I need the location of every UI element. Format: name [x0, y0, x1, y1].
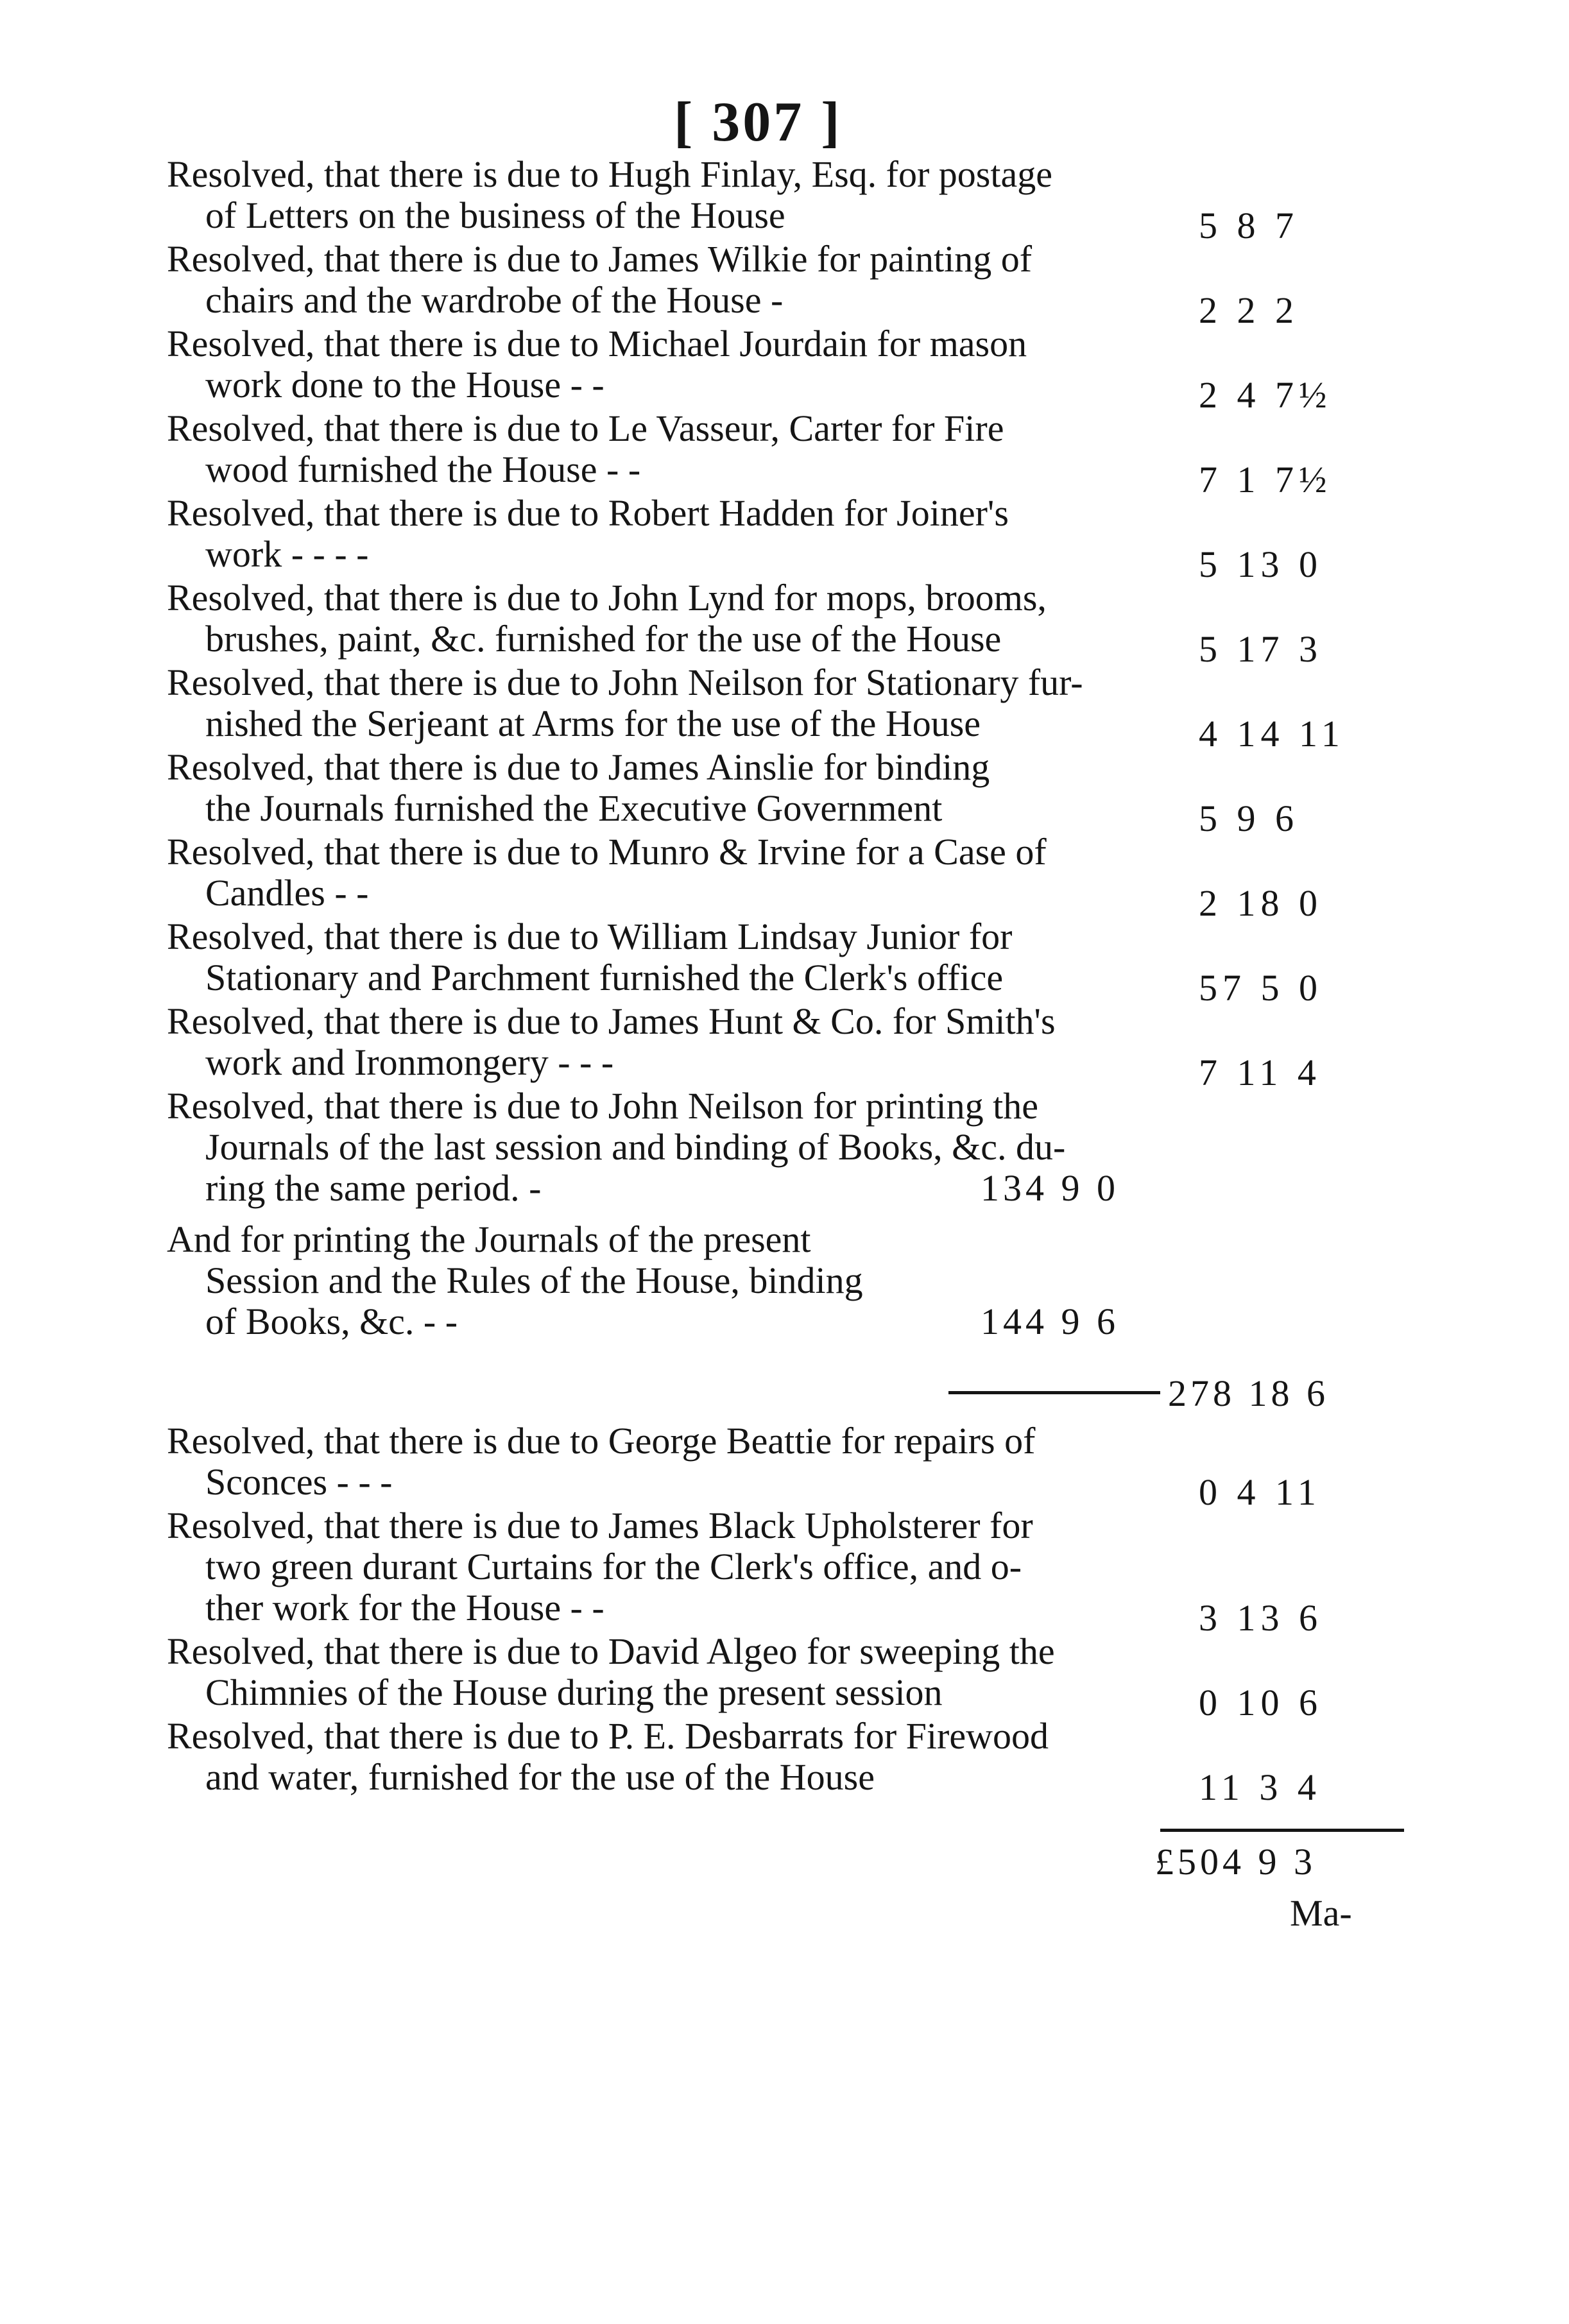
- total-rule: [1160, 1829, 1404, 1832]
- entry-line: of Books, &c. - -: [205, 1301, 458, 1342]
- entry-line: chairs and the wardrobe of the House -: [205, 279, 784, 321]
- entry-line: Resolved, that there is due to James Hunt & Co. for Smith's: [167, 1000, 1056, 1042]
- page-number: [ 307 ]: [674, 91, 843, 153]
- entry-line: Resolved, that there is due to Robert Hadden for Joiner's: [167, 492, 1009, 534]
- entry-line: work and Ironmongery - - -: [205, 1041, 614, 1083]
- entry-amount: 5 13 0: [1199, 543, 1323, 585]
- entry-line: Journals of the last session and binding of Books, &c. du-: [205, 1126, 1066, 1168]
- entry-line: Resolved, that there is due to John Lynd for mops, brooms,: [167, 577, 1047, 619]
- entry-line: Resolved, that there is due to Michael Jourdain for mason: [167, 323, 1027, 364]
- entry-line: of Letters on the business of the House: [205, 194, 785, 236]
- entry-line: And for printing the Journals of the present: [167, 1218, 811, 1260]
- entry-line: Resolved, that there is due to Hugh Finlay, Esq. for postage: [167, 153, 1052, 195]
- entry-amount: 57 5 0: [1199, 967, 1323, 1009]
- entry-inner-amount: 134 9 0: [981, 1167, 1119, 1209]
- entry-line: Resolved, that there is due to James Wilkie for painting of: [167, 238, 1033, 280]
- entry-inner-amount: 144 9 6: [981, 1301, 1119, 1342]
- entry-line: Resolved, that there is due to Le Vasseur, Carter for Fire: [167, 407, 1004, 449]
- entry-amount: 5 8 7: [1199, 205, 1299, 246]
- entry-line: Resolved, that there is due to George Beattie for repairs of: [167, 1420, 1036, 1462]
- entry-line: Stationary and Parchment furnished the Clerk's office: [205, 957, 1004, 998]
- entry-line: Resolved, that there is due to David Algeo for sweeping the: [167, 1630, 1055, 1672]
- entry-line: Resolved, that there is due to John Neilson for Stationary fur-: [167, 662, 1083, 703]
- subtotal-amount: 278 18 6: [1168, 1372, 1329, 1414]
- entry-line: the Journals furnished the Executive Government: [205, 787, 943, 829]
- entry-line: work - - - -: [205, 533, 369, 575]
- entry-amount: 0 4 11: [1199, 1471, 1321, 1513]
- entry-line: Resolved, that there is due to P. E. Desbarrats for Firewood: [167, 1715, 1049, 1757]
- entry-line: Resolved, that there is due to James Ainslie for binding: [167, 746, 990, 788]
- subtotal-rule: [948, 1391, 1160, 1394]
- entry-line: work done to the House - -: [205, 364, 604, 406]
- entry-line: Resolved, that there is due to Munro & Irvine for a Case of: [167, 831, 1047, 873]
- entry-line: Candles - -: [205, 872, 369, 914]
- entry-line: wood furnished the House - -: [205, 449, 641, 490]
- entry-amount: 4 14 11: [1199, 713, 1345, 755]
- entry-amount: 7 11 4: [1199, 1052, 1321, 1093]
- total-amount: £504 9 3: [1155, 1841, 1316, 1883]
- entry-line: Session and the Rules of the House, binding: [205, 1260, 863, 1301]
- entry-amount: 2 2 2: [1199, 289, 1299, 331]
- entry-line: Resolved, that there is due to William Lindsay Junior for: [167, 916, 1013, 957]
- entry-amount: 5 17 3: [1199, 628, 1323, 670]
- entry-line: Resolved, that there is due to James Black Upholsterer for: [167, 1505, 1033, 1546]
- entry-line: brushes, paint, &c. furnished for the use of the House: [205, 618, 1002, 660]
- entry-line: ring the same period. -: [205, 1167, 542, 1209]
- entry-line: Resolved, that there is due to John Neilson for printing the: [167, 1085, 1038, 1127]
- catchword: Ma-: [1290, 1892, 1352, 1934]
- entry-amount: 7 1 7½: [1199, 459, 1332, 500]
- entry-line: Chimnies of the House during the present session: [205, 1671, 943, 1713]
- entry-amount: 3 13 6: [1199, 1597, 1323, 1639]
- entry-line: two green durant Curtains for the Clerk's office, and o-: [205, 1546, 1022, 1587]
- entry-amount: 5 9 6: [1199, 798, 1299, 839]
- entry-amount: 11 3 4: [1199, 1766, 1321, 1808]
- entry-amount: 2 4 7½: [1199, 374, 1332, 416]
- entry-amount: 0 10 6: [1199, 1682, 1323, 1723]
- entry-line: Sconces - - -: [205, 1461, 393, 1503]
- entry-line: nished the Serjeant at Arms for the use of the House: [205, 703, 981, 744]
- entry-amount: 2 18 0: [1199, 882, 1323, 924]
- entry-line: ther work for the House - -: [205, 1587, 604, 1628]
- entry-line: and water, furnished for the use of the House: [205, 1756, 875, 1798]
